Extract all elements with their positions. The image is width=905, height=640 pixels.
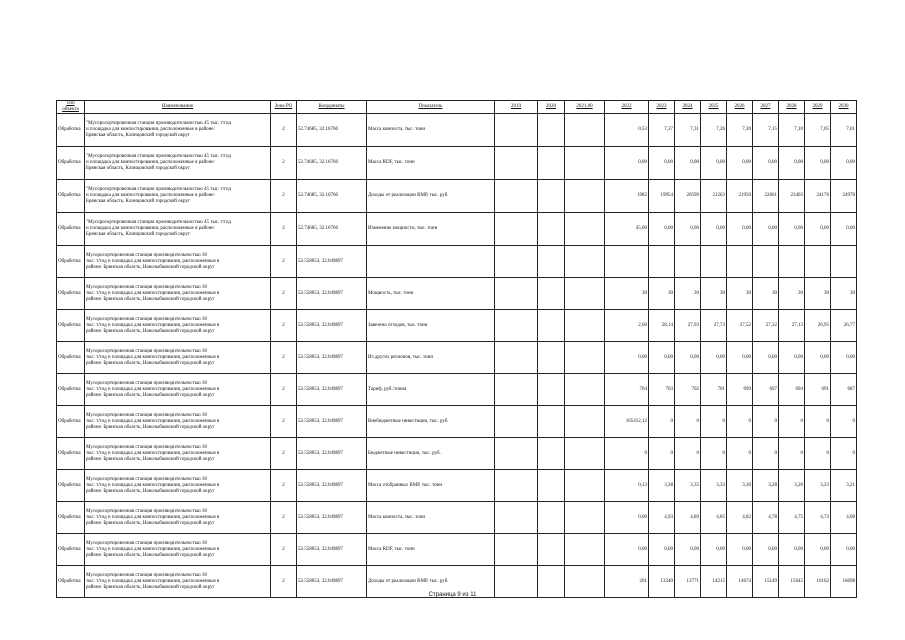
cell-year-value <box>538 438 565 470</box>
cell-year-value: 0,00 <box>727 213 753 246</box>
cell-year-value: 30 <box>753 278 779 310</box>
cell-coordinates: 52.558053, 32.049897 <box>297 534 367 566</box>
cell-name: "Мусоросортировочная станция производительностью 45 тыс. т/год и площадка для компостирования, расположенные в районе: Брянская область, Клинцовский городской округ <box>85 114 271 147</box>
cell-year-value: 0,00 <box>675 213 701 246</box>
cell-zone: 2 <box>271 310 297 342</box>
cell-object-type: Обработка <box>57 180 85 213</box>
cell-name: "Мусоросортировочная станция производительностью 45 тыс. т/год и площадка для компостирования, расположенные в районе: Брянская область, Клинцовский городской округ <box>85 213 271 246</box>
cell-year-value: 0,00 <box>675 147 701 180</box>
cell-year-value: 0,00 <box>831 213 857 246</box>
cell-year-value <box>495 342 538 374</box>
cell-year-value: 26,95 <box>805 310 831 342</box>
cell-year-value: 0 <box>727 438 753 470</box>
table-row <box>57 213 857 246</box>
cell-indicator: Бюджетные инвестиции, тыс. руб. <box>367 438 495 470</box>
cell-object-type: Обработка <box>57 213 85 246</box>
cell-name: Мусоросортировочная станция производительностью 30 тыс. т/год и площадка для компостирования, расположенные в районе: Брянская область, Новозыбковский городской округ <box>85 374 271 406</box>
cell-year-value <box>495 114 538 147</box>
cell-year-value <box>565 534 605 566</box>
cell-name: Мусоросортировочная станция производительностью 30 тыс. т/год и площадка для компостирования, расположенные в районе: Брянская область, Новозыбковский городской округ <box>85 566 271 598</box>
page-number: Страница 9 из 11 <box>428 592 477 598</box>
data-table <box>56 100 857 598</box>
cell-object-type: Обработка <box>57 246 85 278</box>
cell-year-value <box>565 438 605 470</box>
cell-year-value: 0,00 <box>605 342 649 374</box>
cell-zone: 2 <box>271 180 297 213</box>
cell-year-value <box>675 246 701 278</box>
cell-year-value: 24176 <box>805 180 831 213</box>
cell-indicator: Внебюджетные инвестиции, тыс. руб. <box>367 406 495 438</box>
cell-year-value: 0,53 <box>605 114 649 147</box>
cell-zone: 2 <box>271 342 297 374</box>
cell-year-value <box>565 310 605 342</box>
cell-year-value: 30 <box>605 278 649 310</box>
cell-year-value <box>538 406 565 438</box>
cell-year-value: 27,73 <box>701 310 727 342</box>
cell-year-value: 0,00 <box>701 213 727 246</box>
cell-indicator: Масса компоста, тыс. тонн <box>367 114 495 147</box>
cell-year-value <box>538 534 565 566</box>
table-row <box>57 278 857 310</box>
cell-name: Мусоросортировочная станция производительностью 30 тыс. т/год и площадка для компостирования, расположенные в районе: Брянская область, Новозыбковский городской округ <box>85 438 271 470</box>
cell-year-value: 4,75 <box>779 502 805 534</box>
cell-year-value: 701 <box>701 374 727 406</box>
cell-year-value: 0,00 <box>831 534 857 566</box>
cell-year-value: 0 <box>805 438 831 470</box>
cell-coordinates: 52.558053, 32.049897 <box>297 246 367 278</box>
cell-year-value <box>753 246 779 278</box>
cell-year-value <box>565 213 605 246</box>
cell-year-value: 7,20 <box>727 114 753 147</box>
cell-year-value <box>565 342 605 374</box>
cell-year-value: 0,13 <box>605 470 649 502</box>
cell-indicator: Масса компоста, тыс. тонн <box>367 502 495 534</box>
cell-zone: 2 <box>271 213 297 246</box>
cell-name: Мусоросортировочная станция производительностью 30 тыс. т/год и площадка для компостирования, расположенные в районе: Брянская область, Новозыбковский городской округ <box>85 342 271 374</box>
cell-year-value: 0,00 <box>753 534 779 566</box>
cell-indicator: Доходы от реализации ВМР, тыс. руб. <box>367 566 495 598</box>
cell-object-type: Обработка <box>57 147 85 180</box>
cell-year-value: 45,00 <box>605 213 649 246</box>
cell-year-value: 0,00 <box>779 147 805 180</box>
cell-year-value: 19954 <box>649 180 675 213</box>
cell-year-value: 0 <box>675 406 701 438</box>
cell-indicator: Масса отобранных ВМР, тыс. тонн <box>367 470 495 502</box>
cell-year-value: 687 <box>831 374 857 406</box>
cell-year-value <box>538 502 565 534</box>
cell-year-value: 30 <box>675 278 701 310</box>
cell-year-value <box>779 246 805 278</box>
cell-object-type: Обработка <box>57 374 85 406</box>
cell-year-value: 0 <box>753 406 779 438</box>
cell-year-value: 0,00 <box>701 147 727 180</box>
cell-coordinates: 52.74685, 32.16766 <box>297 147 367 180</box>
table-row <box>57 246 857 278</box>
cell-indicator: Масса RDF, тыс. тонн <box>367 147 495 180</box>
table-row <box>57 114 857 147</box>
cell-zone: 2 <box>271 114 297 147</box>
table-row <box>57 502 857 534</box>
cell-year-value: 23403 <box>779 180 805 213</box>
cell-year-value <box>538 147 565 180</box>
cell-name: Мусоросортировочная станция производительностью 30 тыс. т/год и площадка для компостирования, расположенные в районе: Брянская область, Новозыбковский городской округ <box>85 406 271 438</box>
table-row <box>57 310 857 342</box>
table-row <box>57 342 857 374</box>
cell-year-value: 0,00 <box>727 342 753 374</box>
table-row <box>57 374 857 406</box>
cell-year-value: 30 <box>805 278 831 310</box>
cell-year-value: 0,00 <box>605 147 649 180</box>
cell-year-value: 0 <box>649 406 675 438</box>
cell-year-value: 27,13 <box>779 310 805 342</box>
column-header: 2021,00 <box>565 101 605 114</box>
cell-name: Мусоросортировочная станция производительностью 30 тыс. т/год и площадка для компостирования, расположенные в районе: Брянская область, Новозыбковский городской округ <box>85 470 271 502</box>
cell-object-type: Обработка <box>57 438 85 470</box>
cell-year-value <box>495 438 538 470</box>
cell-year-value: 0,00 <box>727 147 753 180</box>
cell-year-value <box>538 213 565 246</box>
cell-year-value: 7,31 <box>675 114 701 147</box>
cell-year-value: 0,00 <box>753 147 779 180</box>
cell-year-value <box>831 246 857 278</box>
column-header: Наименование <box>85 101 271 114</box>
cell-year-value: 21263 <box>701 180 727 213</box>
cell-year-value: 7,26 <box>701 114 727 147</box>
cell-coordinates: 52.558053, 32.049897 <box>297 566 367 598</box>
cell-year-value: 1982 <box>605 180 649 213</box>
cell-year-value: 0,00 <box>805 534 831 566</box>
cell-year-value <box>565 147 605 180</box>
cell-year-value <box>495 180 538 213</box>
column-header: 2023 <box>649 101 675 114</box>
cell-year-value: 4,68 <box>831 502 857 534</box>
cell-year-value: 30 <box>649 278 675 310</box>
cell-year-value: 27,93 <box>675 310 701 342</box>
cell-year-value: 0 <box>831 406 857 438</box>
table-row <box>57 470 857 502</box>
cell-year-value: 3,35 <box>675 470 701 502</box>
table-row <box>57 406 857 438</box>
table-body <box>57 114 857 598</box>
cell-indicator: Из других регионов, тыс. тонн <box>367 342 495 374</box>
cell-object-type: Обработка <box>57 310 85 342</box>
cell-year-value <box>538 246 565 278</box>
cell-year-value <box>495 374 538 406</box>
cell-coordinates: 52.558053, 32.049897 <box>297 470 367 502</box>
cell-indicator <box>367 246 495 278</box>
cell-year-value: 20599 <box>675 180 701 213</box>
cell-year-value <box>565 278 605 310</box>
cell-year-value: 30 <box>831 278 857 310</box>
cell-object-type: Обработка <box>57 342 85 374</box>
cell-zone: 2 <box>271 534 297 566</box>
cell-year-value: 0,00 <box>675 342 701 374</box>
cell-year-value <box>565 374 605 406</box>
cell-year-value: 0,00 <box>753 213 779 246</box>
cell-zone: 2 <box>271 438 297 470</box>
cell-zone: 2 <box>271 502 297 534</box>
cell-year-value: 0,00 <box>805 342 831 374</box>
cell-year-value: 22661 <box>753 180 779 213</box>
cell-zone: 2 <box>271 147 297 180</box>
cell-year-value: 0,00 <box>605 502 649 534</box>
cell-coordinates: 52.558053, 32.049897 <box>297 502 367 534</box>
cell-year-value <box>495 213 538 246</box>
cell-year-value: 0 <box>727 406 753 438</box>
cell-indicator: Изменение мощности, тыс. тонн <box>367 213 495 246</box>
column-header: 2028 <box>779 101 805 114</box>
cell-year-value <box>495 147 538 180</box>
cell-year-value <box>565 114 605 147</box>
cell-year-value: 0,00 <box>649 342 675 374</box>
cell-year-value <box>565 470 605 502</box>
cell-object-type: Обработка <box>57 566 85 598</box>
cell-year-value: 27,52 <box>727 310 753 342</box>
table-header-row <box>57 101 857 114</box>
cell-year-value <box>538 114 565 147</box>
cell-year-value: 0,00 <box>701 534 727 566</box>
cell-name: Мусоросортировочная станция производительностью 30 тыс. т/год и площадка для компостирования, расположенные в районе: Брянская область, Новозыбковский городской округ <box>85 502 271 534</box>
cell-year-value: 2,60 <box>605 310 649 342</box>
cell-year-value: 702 <box>675 374 701 406</box>
cell-year-value: 4,89 <box>675 502 701 534</box>
cell-object-type: Обработка <box>57 114 85 147</box>
cell-year-value: 0 <box>701 406 727 438</box>
cell-year-value <box>565 180 605 213</box>
cell-year-value: 4,72 <box>805 502 831 534</box>
cell-coordinates: 52.558053, 32.049897 <box>297 278 367 310</box>
cell-year-value <box>538 278 565 310</box>
column-header: 2022 <box>605 101 649 114</box>
cell-coordinates: 52.558053, 32.049897 <box>297 310 367 342</box>
cell-year-value: 3,38 <box>649 470 675 502</box>
cell-year-value: 3,33 <box>701 470 727 502</box>
cell-year-value: 697 <box>753 374 779 406</box>
cell-year-value: 24978 <box>831 180 857 213</box>
cell-year-value: 3,21 <box>831 470 857 502</box>
cell-object-type: Обработка <box>57 534 85 566</box>
cell-year-value: 0,00 <box>649 147 675 180</box>
cell-year-value <box>538 310 565 342</box>
cell-zone: 2 <box>271 470 297 502</box>
table-row <box>57 147 857 180</box>
cell-name: "Мусоросортировочная станция производительностью 45 тыс. т/год и площадка для компостирования, расположенные в районе: Брянская область, Клинцовский городской округ <box>85 147 271 180</box>
cell-coordinates: 52.74685, 32.16766 <box>297 213 367 246</box>
cell-indicator: Мощность, тыс. тонн <box>367 278 495 310</box>
column-header: 2027 <box>753 101 779 114</box>
cell-year-value: 694 <box>779 374 805 406</box>
cell-object-type: Обработка <box>57 278 85 310</box>
cell-year-value <box>495 246 538 278</box>
column-header: Зона РО <box>271 101 297 114</box>
cell-year-value: 0 <box>605 438 649 470</box>
cell-zone: 2 <box>271 406 297 438</box>
table-row <box>57 438 857 470</box>
cell-year-value: 7,05 <box>805 114 831 147</box>
cell-year-value <box>805 246 831 278</box>
column-header: 2019 <box>495 101 538 114</box>
cell-indicator: Тариф, руб./тонна <box>367 374 495 406</box>
cell-year-value: 165412,12 <box>605 406 649 438</box>
cell-year-value: 0 <box>831 438 857 470</box>
cell-year-value: 0,00 <box>779 342 805 374</box>
cell-year-value: 0,00 <box>779 534 805 566</box>
cell-year-value: 0,00 <box>701 342 727 374</box>
table-row <box>57 180 857 213</box>
cell-year-value: 0,00 <box>649 534 675 566</box>
cell-year-value: 30 <box>701 278 727 310</box>
cell-year-value: 0,00 <box>805 213 831 246</box>
cell-year-value <box>495 278 538 310</box>
cell-year-value: 0,00 <box>727 534 753 566</box>
cell-zone: 2 <box>271 278 297 310</box>
cell-year-value: 704 <box>605 374 649 406</box>
cell-year-value: 0 <box>779 438 805 470</box>
cell-year-value: 14674 <box>727 566 753 598</box>
column-header: 2029 <box>805 101 831 114</box>
cell-year-value <box>495 310 538 342</box>
cell-year-value: 4,78 <box>753 502 779 534</box>
column-header: Тип объекта <box>57 101 85 114</box>
cell-year-value <box>495 534 538 566</box>
cell-zone: 2 <box>271 246 297 278</box>
cell-year-value: 0 <box>701 438 727 470</box>
cell-name: Мусоросортировочная станция производительностью 30 тыс. т/год и площадка для компостирования, расположенные в районе: Брянская область, Новозыбковский городской округ <box>85 278 271 310</box>
cell-year-value <box>565 246 605 278</box>
cell-year-value: 7,37 <box>649 114 675 147</box>
cell-year-value: 4,85 <box>701 502 727 534</box>
column-header: 2024 <box>675 101 701 114</box>
cell-year-value <box>649 246 675 278</box>
cell-year-value: 0,00 <box>831 147 857 180</box>
cell-coordinates: 52.558053, 32.049897 <box>297 406 367 438</box>
cell-year-value: 7,10 <box>779 114 805 147</box>
cell-indicator: Завезено отходов, тыс. тонн <box>367 310 495 342</box>
cell-object-type: Обработка <box>57 470 85 502</box>
cell-year-value <box>538 342 565 374</box>
cell-year-value: 15149 <box>753 566 779 598</box>
cell-year-value: 3,26 <box>779 470 805 502</box>
cell-year-value: 21950 <box>727 180 753 213</box>
column-header: Координаты <box>297 101 367 114</box>
cell-year-value: 7,01 <box>831 114 857 147</box>
cell-year-value <box>605 246 649 278</box>
cell-year-value: 0,00 <box>649 213 675 246</box>
cell-year-value: 3,23 <box>805 470 831 502</box>
cell-year-value: 0,00 <box>779 213 805 246</box>
cell-year-value: 0 <box>779 406 805 438</box>
cell-year-value <box>495 406 538 438</box>
cell-year-value <box>495 470 538 502</box>
cell-year-value: 30 <box>727 278 753 310</box>
cell-year-value: 26,77 <box>831 310 857 342</box>
column-header: 2026 <box>727 101 753 114</box>
cell-year-value: 14215 <box>701 566 727 598</box>
cell-year-value <box>538 470 565 502</box>
cell-year-value: 16162 <box>805 566 831 598</box>
cell-year-value: 4,82 <box>727 502 753 534</box>
cell-year-value: 3,30 <box>727 470 753 502</box>
cell-year-value: 15645 <box>779 566 805 598</box>
table-row <box>57 534 857 566</box>
cell-name: Мусоросортировочная станция производительностью 30 тыс. т/год и площадка для компостирования, расположенные в районе: Брянская область, Новозыбковский городской округ <box>85 534 271 566</box>
cell-year-value: 7,15 <box>753 114 779 147</box>
cell-year-value: 30 <box>779 278 805 310</box>
cell-year-value: 4,93 <box>649 502 675 534</box>
cell-year-value: 28,14 <box>649 310 675 342</box>
cell-name: Мусоросортировочная станция производительностью 30 тыс. т/год и площадка для компостирования, расположенные в районе: Брянская область, Новозыбковский городской округ <box>85 310 271 342</box>
cell-year-value <box>565 502 605 534</box>
cell-year-value <box>701 246 727 278</box>
cell-year-value: 699 <box>727 374 753 406</box>
cell-year-value: 201 <box>605 566 649 598</box>
column-header: 2025 <box>701 101 727 114</box>
cell-indicator: Доходы от реализации ВМР, тыс. руб. <box>367 180 495 213</box>
cell-zone: 2 <box>271 566 297 598</box>
cell-year-value <box>538 180 565 213</box>
cell-year-value <box>495 502 538 534</box>
cell-year-value: 691 <box>805 374 831 406</box>
cell-year-value: 0 <box>805 406 831 438</box>
cell-coordinates: 52.558053, 32.049897 <box>297 374 367 406</box>
cell-year-value: 0,00 <box>805 147 831 180</box>
cell-year-value: 3,28 <box>753 470 779 502</box>
cell-year-value: 0,00 <box>675 534 701 566</box>
cell-coordinates: 52.558053, 32.049897 <box>297 438 367 470</box>
cell-year-value: 13340 <box>649 566 675 598</box>
cell-year-value: 16698 <box>831 566 857 598</box>
cell-year-value: 0,00 <box>831 342 857 374</box>
cell-year-value <box>538 374 565 406</box>
cell-year-value: 0 <box>649 438 675 470</box>
cell-name: "Мусоросортировочная станция производительностью 45 тыс. т/год и площадка для компостирования, расположенные в районе: Брянская область, Клинцовский городской округ <box>85 180 271 213</box>
cell-coordinates: 52.74685, 32.16766 <box>297 180 367 213</box>
column-header: 2020 <box>538 101 565 114</box>
cell-year-value: 13771 <box>675 566 701 598</box>
cell-coordinates: 52.558053, 32.049897 <box>297 342 367 374</box>
cell-zone: 2 <box>271 374 297 406</box>
cell-year-value: 0 <box>675 438 701 470</box>
cell-year-value: 703 <box>649 374 675 406</box>
cell-year-value <box>565 406 605 438</box>
cell-object-type: Обработка <box>57 406 85 438</box>
cell-year-value: 0,00 <box>753 342 779 374</box>
column-header: Показатель <box>367 101 495 114</box>
cell-year-value <box>727 246 753 278</box>
cell-object-type: Обработка <box>57 502 85 534</box>
cell-year-value: 0,00 <box>605 534 649 566</box>
cell-coordinates: 52.74685, 32.16766 <box>297 114 367 147</box>
cell-year-value: 0 <box>753 438 779 470</box>
cell-indicator: Масса RDF, тыс. тонн <box>367 534 495 566</box>
cell-name: Мусоросортировочная станция производительностью 30 тыс. т/год и площадка для компостирования, расположенные в районе: Брянская область, Новозыбковский городской округ <box>85 246 271 278</box>
cell-year-value: 27,32 <box>753 310 779 342</box>
column-header: 2030 <box>831 101 857 114</box>
